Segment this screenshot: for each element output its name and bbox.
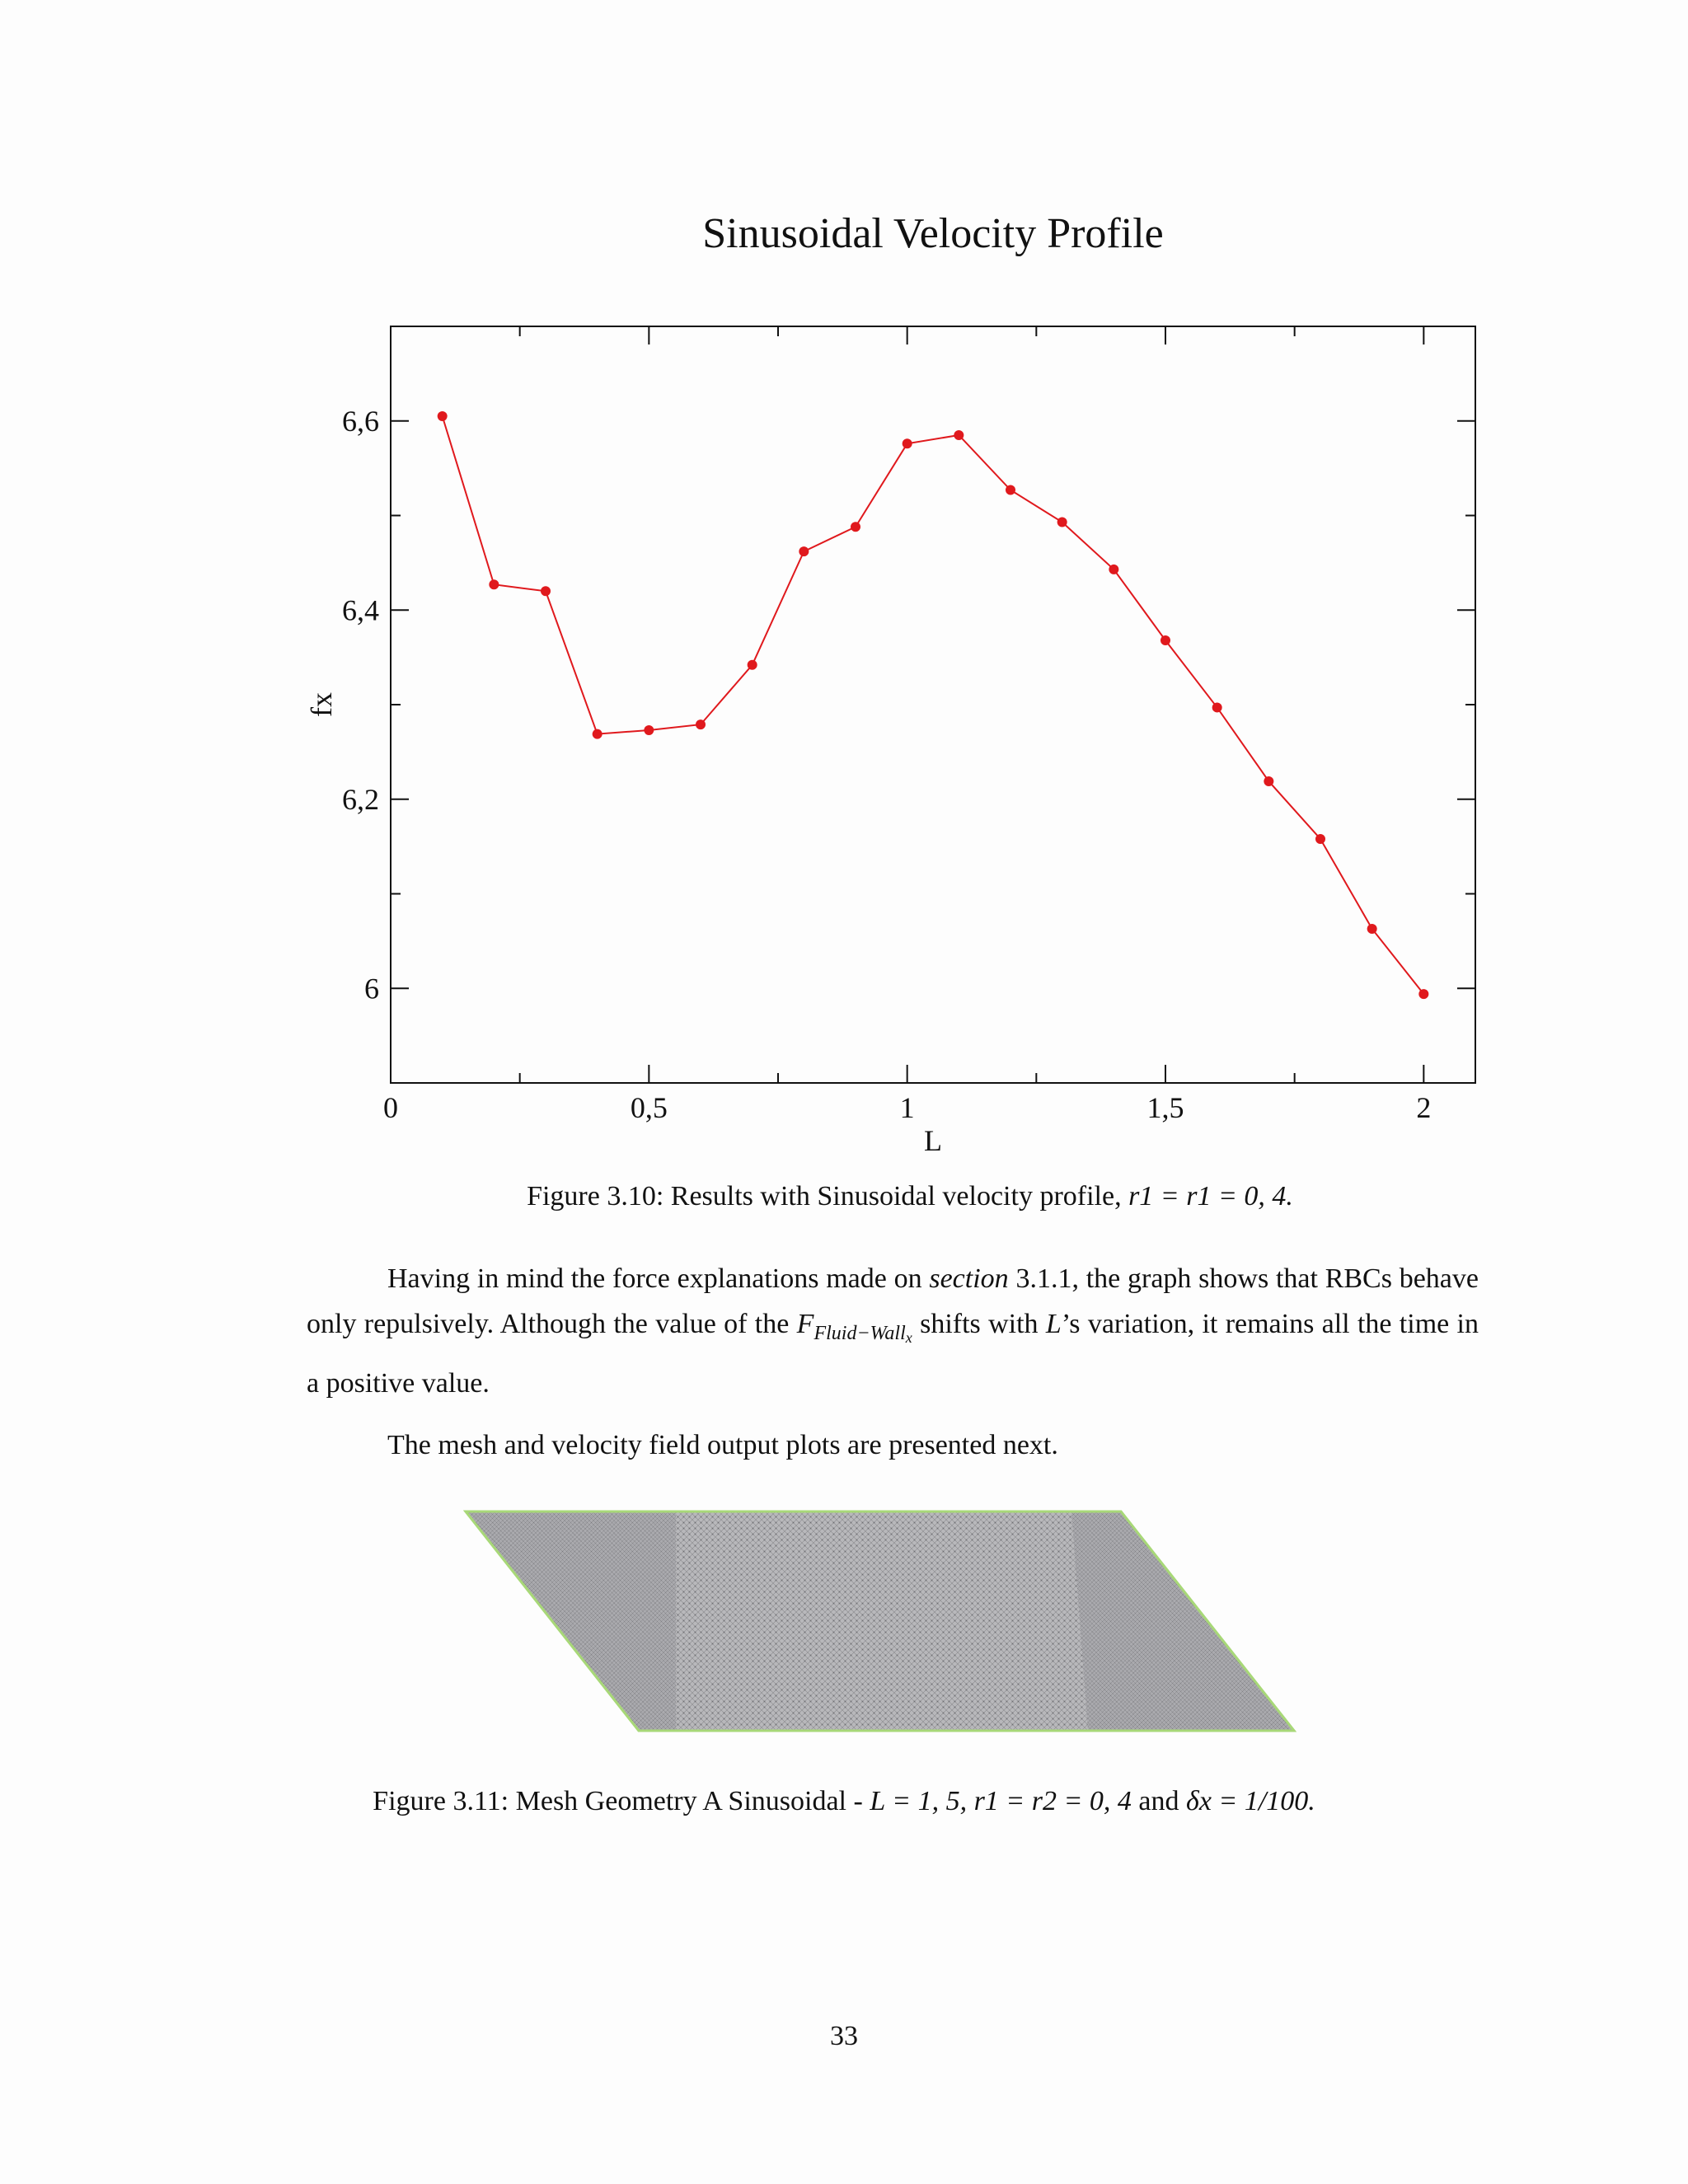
y-axis-label: fx	[305, 692, 338, 717]
data-point	[1315, 834, 1325, 844]
paragraph-section-word: section	[929, 1263, 1009, 1294]
caption-math-2: δx = 1/100.	[1186, 1786, 1315, 1816]
force-symbol	[796, 1309, 912, 1346]
data-point	[1160, 635, 1170, 645]
data-point	[541, 586, 551, 596]
x-axis-label: L	[924, 1124, 942, 1157]
force-subscript-text: Fluid−Wall	[814, 1323, 906, 1344]
data-point	[1109, 565, 1118, 574]
paragraph-text-2: 3.1.1, the graph shows that RBCs behave only repulsively. Although the value of the	[307, 1263, 1479, 1339]
data-point	[1006, 485, 1015, 495]
caption-math-1: L = 1, 5, r1 = r2 = 0, 4	[870, 1786, 1132, 1816]
x-tick-label: 1	[899, 1091, 915, 1124]
data-point	[1264, 776, 1273, 786]
x-tick-label: 0	[383, 1091, 398, 1124]
caption-text: Mesh Geometry A Sinusoidal -	[515, 1786, 863, 1816]
body-paragraph	[307, 1256, 1479, 1406]
figure-3-11-mesh-image	[462, 1508, 1302, 1739]
data-point	[696, 719, 706, 729]
paragraph-text-4: ’s variation, it remains all the time in a positive value.	[307, 1309, 1479, 1399]
data-point	[593, 729, 603, 739]
chart-title: Sinusoidal Velocity Profile	[702, 210, 1164, 257]
figure-3-10-caption	[66, 1179, 1688, 1215]
data-point	[954, 430, 964, 440]
y-tick-label: 6,2	[342, 782, 379, 816]
y-tick-label: 6	[364, 972, 379, 1005]
force-subscript	[814, 1323, 912, 1344]
data-point	[1057, 518, 1067, 527]
mesh-dense-right	[1071, 1511, 1294, 1731]
y-tick-label: 6,6	[342, 404, 379, 438]
data-point	[851, 522, 860, 532]
mesh-svg	[462, 1508, 1302, 1739]
force-letter: F	[796, 1309, 814, 1339]
data-point	[489, 579, 499, 589]
data-point	[644, 725, 654, 735]
data-point	[799, 546, 809, 556]
force-subsubscript: x	[905, 1329, 912, 1346]
y-tick-label: 6,4	[342, 593, 379, 627]
paragraph-text-1: Having in mind the force explanations made on	[387, 1263, 922, 1294]
caption-math: r1 = r1 = 0, 4.	[1128, 1181, 1293, 1212]
mesh-intro-sentence: The mesh and velocity field output plots are presented next.	[387, 1430, 1058, 1460]
caption-and: and	[1138, 1786, 1179, 1816]
page-number: 33	[830, 2021, 858, 2051]
x-tick-label: 2	[1416, 1091, 1432, 1124]
series-line	[443, 416, 1424, 994]
x-tick-label: 0,5	[630, 1091, 668, 1124]
caption-label: Figure 3.10:	[527, 1181, 664, 1212]
mesh-dense-left	[466, 1511, 676, 1731]
data-point	[903, 438, 912, 448]
data-point	[1367, 924, 1377, 934]
x-tick-label: 1,5	[1146, 1091, 1184, 1124]
paragraph-text-3: shifts with	[920, 1309, 1039, 1339]
caption-label: Figure 3.11:	[373, 1786, 509, 1816]
data-point	[438, 411, 448, 421]
data-series	[438, 411, 1429, 999]
data-point	[748, 660, 757, 670]
data-point	[1418, 989, 1428, 999]
figure-3-11-caption	[0, 1783, 1688, 1820]
data-point	[1212, 702, 1222, 712]
paragraph-L: L	[1045, 1309, 1062, 1339]
caption-text: Results with Sinusoidal velocity profile,	[670, 1181, 1122, 1212]
